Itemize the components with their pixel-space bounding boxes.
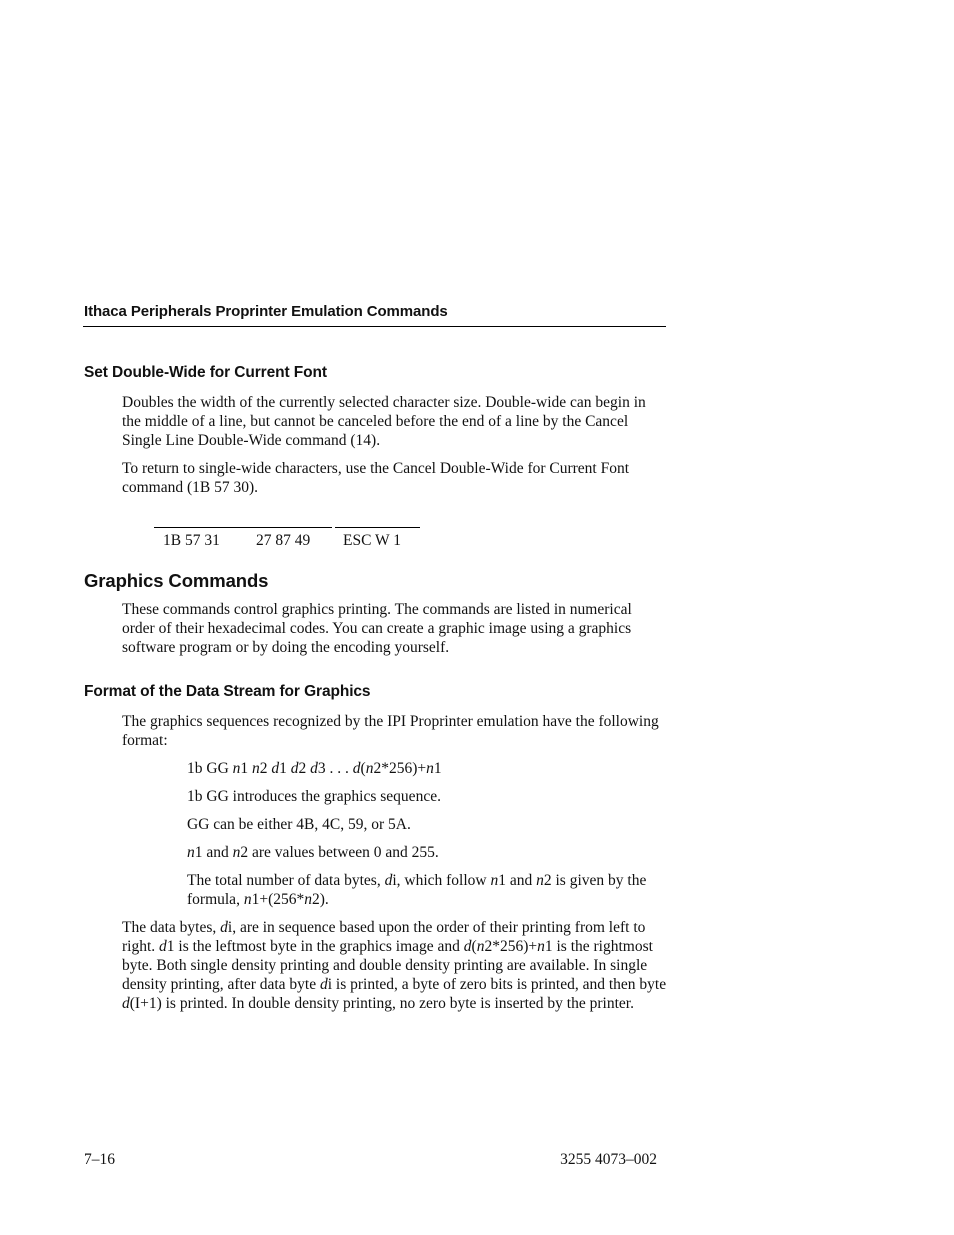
graphics-description xyxy=(122,600,667,657)
var: n xyxy=(476,938,485,955)
format-intro xyxy=(122,712,667,750)
text: 1 is the leftmost byte in the graphics image and xyxy=(166,938,464,955)
text: i, which follow xyxy=(392,872,491,889)
double-wide-para-2: To return to single-wide characters, use the Cancel Double-Wide for Current Font command (1B 57 30). xyxy=(122,460,630,496)
format-sequence-line xyxy=(187,759,667,778)
command-table-rule-right xyxy=(335,527,420,528)
format-line-total-text xyxy=(187,871,667,909)
double-wide-return-note xyxy=(122,459,667,497)
command-ascii: ESC W 1 xyxy=(343,532,401,549)
format-line-n xyxy=(187,843,667,862)
command-decimal: 27 87 49 xyxy=(256,532,311,549)
text: 2 is given by the formula, xyxy=(187,872,647,908)
running-header: Ithaca Peripherals Proprinter Emulation Commands xyxy=(84,303,448,320)
var: d xyxy=(159,938,167,955)
data-bytes-text xyxy=(122,918,667,1013)
seq-part: 1 xyxy=(433,760,442,777)
seq-var: n xyxy=(232,760,241,777)
text: i is printed, a byte of zero bits is printed, and then byte xyxy=(327,976,667,993)
seq-part: 2 xyxy=(259,760,272,777)
seq-var: d xyxy=(290,760,299,777)
command-hex: 1B 57 31 xyxy=(163,532,220,549)
var: n xyxy=(536,872,544,889)
text: 2*256)+ xyxy=(484,938,538,955)
var: d xyxy=(384,872,393,889)
format-line-n-text xyxy=(187,843,667,862)
header-rule xyxy=(83,326,666,327)
format-intro-text: The graphics sequences recognized by the IPI Proprinter emulation have the following format: xyxy=(122,713,659,749)
var: d xyxy=(220,919,228,936)
text: 2). xyxy=(311,891,329,908)
text: 1 and xyxy=(194,844,233,861)
var: n xyxy=(187,844,195,861)
text: (I+1) is printed. In double density printing, no zero byte is inserted by the printer. xyxy=(129,995,634,1012)
seq-part: 2*256)+ xyxy=(373,760,427,777)
graphics-para: These commands control graphics printing. The commands are listed in numerical order of their hexadecimal codes. You can create a graphic image using a graphics software program or by doing the encoding yourself. xyxy=(122,601,632,656)
seq-part: 3 . . . xyxy=(317,760,353,777)
var: d xyxy=(320,976,328,993)
var: n xyxy=(243,891,252,908)
text: The data bytes, xyxy=(122,919,221,936)
section-heading-format: Format of the Data Stream for Graphics xyxy=(84,683,371,700)
text: 2 are values between 0 and 255. xyxy=(240,844,439,861)
seq-var: n xyxy=(252,760,260,777)
seq-var: d xyxy=(310,760,318,777)
var: n xyxy=(232,844,241,861)
text: 1+(256* xyxy=(251,891,305,908)
format-sequence xyxy=(187,759,667,778)
seq-part: 1 xyxy=(279,760,291,777)
section-heading-double-wide: Set Double-Wide for Current Font xyxy=(84,364,327,381)
var: n xyxy=(537,938,545,955)
seq-part: 2 xyxy=(298,760,311,777)
seq-var: n xyxy=(365,760,374,777)
data-bytes-description xyxy=(122,918,667,1013)
var: d xyxy=(122,995,130,1012)
seq-part: ( xyxy=(360,760,366,777)
var: n xyxy=(304,891,312,908)
text: 1 and xyxy=(498,872,537,889)
command-table-rule-left xyxy=(154,527,332,528)
seq-var: d xyxy=(352,760,361,777)
text: The total number of data bytes, xyxy=(187,872,385,889)
double-wide-description xyxy=(122,393,667,450)
footer-page-number: 7–16 xyxy=(84,1151,115,1168)
var: n xyxy=(490,872,499,889)
seq-part: 1b GG xyxy=(187,760,233,777)
footer-doc-number: 3255 4073–002 xyxy=(560,1151,657,1168)
double-wide-para-1: Doubles the width of the currently selected character size. Double-wide can begin in the middle of a line, but cannot be canceled before the end of a line by the Cancel Single Line Double-Wide command (14). xyxy=(122,394,646,449)
format-line-total xyxy=(187,871,667,909)
seq-var: n xyxy=(426,760,434,777)
format-line-intro-text: 1b GG introduces the graphics sequence. xyxy=(187,788,441,805)
format-line-intro xyxy=(187,787,667,806)
seq-var: d xyxy=(271,760,280,777)
seq-part: 1 xyxy=(240,760,253,777)
text: ( xyxy=(471,938,477,955)
text: 1 is the rightmost byte. Both single density printing and double density printing are available. In single density printing, after data byte xyxy=(122,938,653,993)
format-line-gg xyxy=(187,815,667,834)
format-line-gg-text: GG can be either 4B, 4C, 59, or 5A. xyxy=(187,816,411,833)
var: d xyxy=(463,938,472,955)
text: i, are in sequence based upon the order of their printing from left to right. xyxy=(122,919,646,955)
section-heading-graphics: Graphics Commands xyxy=(84,570,269,591)
